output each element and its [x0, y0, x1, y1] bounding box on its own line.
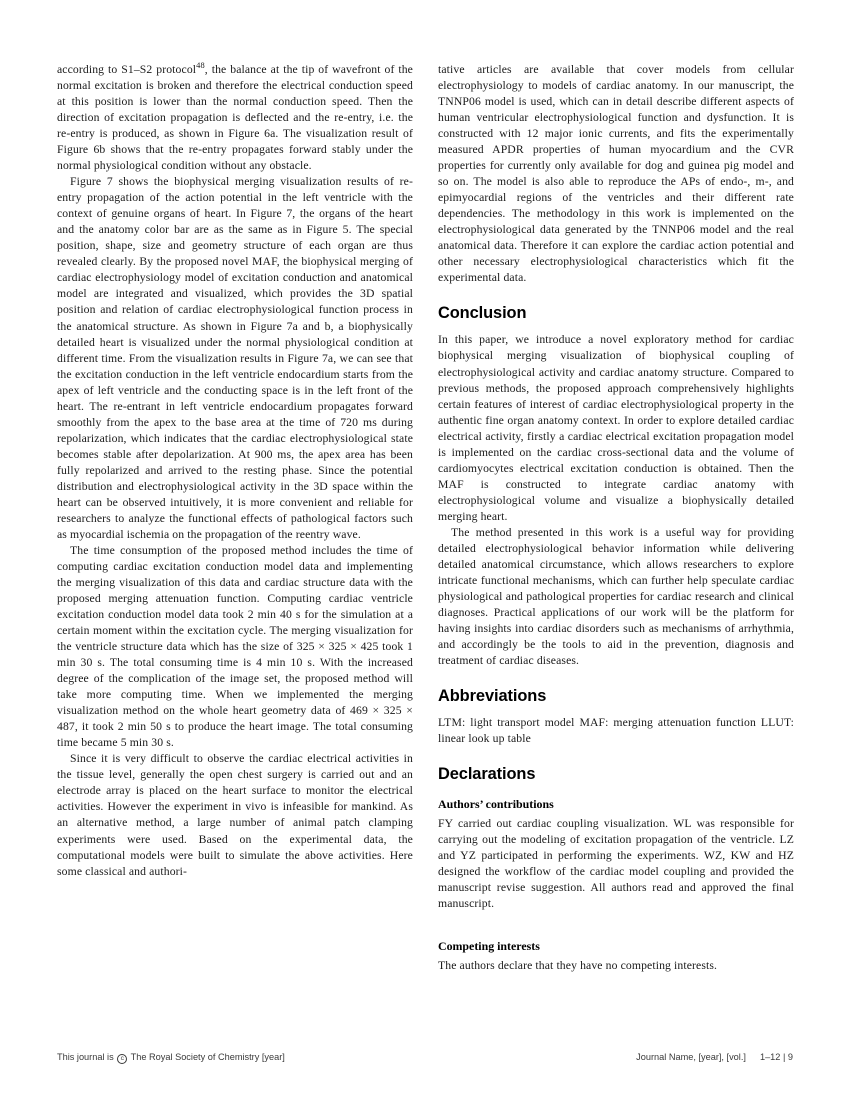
paragraph-figure7-merging: Figure 7 shows the biophysical merging visualization results of re-entry propagation of the action potential in the left ventricle with the context of genuine organs of heart. In Figure 7, the organs of the heart and the anatomy color bar are as the same as in Figure 5. The special position, shape, size and geometry structure of each organ are thus revealed clearly. By the proposed novel MAF, the biophysical merging of cardiac electrophysiology model of excitation conduction and anatomical model are integrated and visualized, which provides the 3D spatial position and relation of cardiac electrophysiological function process in the anatomical structure. As shown in Figure 7a and b, a biophysically detailed heart is visualized under the normal physiological condition at different time. From the visualization results in Figure 7a, we can see that the excitation conduction in the left ventricle endocardium starts from the apex of left ventricle and the conducting space is in the left front of the heart. The re-entrant in left ventricle endocardium propagates forward smoothly from the apex to the base area at the time of 720 ms during repolarization, which indicates that the cardiac electrophysiological state becomes stable after depolarization. At 900 ms, the apex area has been fully repolarized and arrived to the resting phase. Since the potential distribution and electrophysiological activity in the 3D space within the heart can be observed intuitively, it is more convenient and reliable for researchers to analyze the functional effects of pathological factors such as myocardial ischemia on the propagation of the reentry wave.	[57, 175, 413, 541]
paragraph-rest-text: , the balance at the tip of wavefront of the normal excitation is broken and therefore the electrical conduction speed at this position is lower than the normal conduction speed. Then the direction of excitation propagation is deflected and the re-entry, i.e. the re-entry is produced, as shown in Figure 6a. The visualization result of Figure 6b shows that the re-entry propagates forward stably under the normal physiological condition without any obstacle.	[57, 63, 413, 173]
paragraph-s1s2-protocol	[57, 62, 413, 174]
paragraph-lead-text: according to S1–S2 protocol	[57, 63, 197, 76]
paragraph-difficult-observe: Since it is very difficult to observe the cardiac electrical activities in the tissue level, generally the open chest surgery is carried out and an electrode array is placed on the heart surface to monitor the electrical activities. However the experiment in vivo is infeasible for mankind. As an alternative method, a large number of animal patch clamping experiments were used. Based on the experimental data, the computational models were built to simulate the above activities. Here some classical and authori-	[57, 752, 413, 878]
footer-copyright-prefix: This journal is	[57, 1052, 114, 1062]
copyright-icon: c	[117, 1054, 127, 1064]
paragraph-authors-contributions: FY carried out cardiac coupling visualization. WL was responsible for carrying out the modeling of excitation propagation of the ventricle. LZ and YZ participated in performing the experiments. WZ, KW and HZ designed the workflow of the cardiac model coupling and provided the manuscript revise suggestion. All authors read and approved the final manuscript.	[438, 817, 794, 911]
left-column	[57, 62, 413, 1017]
paragraph-abbreviations: LTM: light transport model MAF: merging attenuation function LLUT: linear look up table	[438, 716, 794, 746]
page-footer	[57, 1050, 793, 1068]
right-column	[438, 62, 794, 1017]
paragraph-tnnp06-model: tative articles are available that cover models from cellular electrophysiology to models of cardiac anatomy. In our manuscript, the TNNP06 model is used, which can in detail describe different aspects of human ventricular electrophysiological function and dysfunction. It is constructed with 12 major ionic currents, and fits the experimentally measured APDR properties of human myocardium and the CVR properties for currently only available for dog and guinea pig model and so on. The model is also able to reproduce the APs of endo-, m-, and epimyocardial regions of the ventricles and their different rate dependencies. The methodology in this work is implemented on the electrophysiological data generated by the TNNP06 model and the real anatomical data. Therefore it can explore the cardiac action potential and other necessary electrophysiological characteristics which fit the experimental data.	[438, 63, 794, 285]
subsection-heading-authors-contributions: Authors’ contributions	[438, 797, 554, 812]
footer-copyright	[57, 1050, 285, 1064]
citation-reference-48[interactable]: 48	[196, 60, 205, 71]
paragraph-competing-interests: The authors declare that they have no competing interests.	[438, 959, 718, 973]
paragraph-conclusion-1: In this paper, we introduce a novel exploratory method for cardiac biophysical merging visualization of biophysical coupling of electrophysiological activity and cardiac anatomy structure. Compared to previous methods, the proposed approach comprehensively highlights certain features of interest of cardiac electrophysiological property in the authentic fine organ anatomy context. In order to explore detailed cardiac electrical activity, firstly a cardiac electrical excitation propagation model is implemented on the cardiac cross-sectional data and the volume of cardiomyocytes electrical excitation conduction is obtained. Then the MAF is constructed to integrate cardiac anatomy with electrophysiological volume and visualize a biophysically detailed merging heart.	[438, 333, 794, 523]
section-heading-conclusion: Conclusion	[438, 304, 527, 323]
footer-journal-info	[636, 1050, 793, 1064]
footer-journal-name: Journal Name, [year], [vol.]	[636, 1052, 746, 1062]
subsection-heading-competing-interests: Competing interests	[438, 939, 540, 954]
footer-copyright-suffix: The Royal Society of Chemistry [year]	[130, 1052, 285, 1062]
two-column-body	[57, 62, 794, 1017]
section-heading-abbreviations: Abbreviations	[438, 687, 547, 706]
footer-page-range: 1–12 | 9	[759, 1052, 793, 1062]
section-heading-declarations: Declarations	[438, 765, 536, 784]
paragraph-time-consumption: The time consumption of the proposed method includes the time of computing cardiac excitation conduction model data and implementing the merging visualization of this data and cardiac structure data with the proposed merging attenuation function. Computing cardiac ventricle excitation conduction model data took 2 min 40 s for the simulation at a certain moment within the excitation cycle. The merging visualization for the ventricle structure data which has the size of 325 × 325 × 425 took 1 min 30 s. The total consuming time is 4 min 10 s. With the increased degree of the complication of the image set, the proposed method will take more computing time. When we implemented the merging visualization method on the whole heart geometry data of 469 × 325 × 487, it took 2 min 50 s to produce the heart image. The total consuming time became 5 min 30 s.	[57, 543, 413, 750]
paragraph-conclusion-2: The method presented in this work is a useful way for providing detailed electrophysiological behavior information while delivering detailed anatomical circumstance, which allows researchers to explore intricate functional mechanisms, which can further help speculate cardiac physiological and pathological properties for cardiac research and clinical diagnoses. Practical applications of our work will be the platform for having insights into cardiac disorders such as mechanisms of arrhythmia, and accordingly be the tools to aid in the prevention, diagnosis and treatment of cardiac diseases.	[438, 525, 794, 668]
